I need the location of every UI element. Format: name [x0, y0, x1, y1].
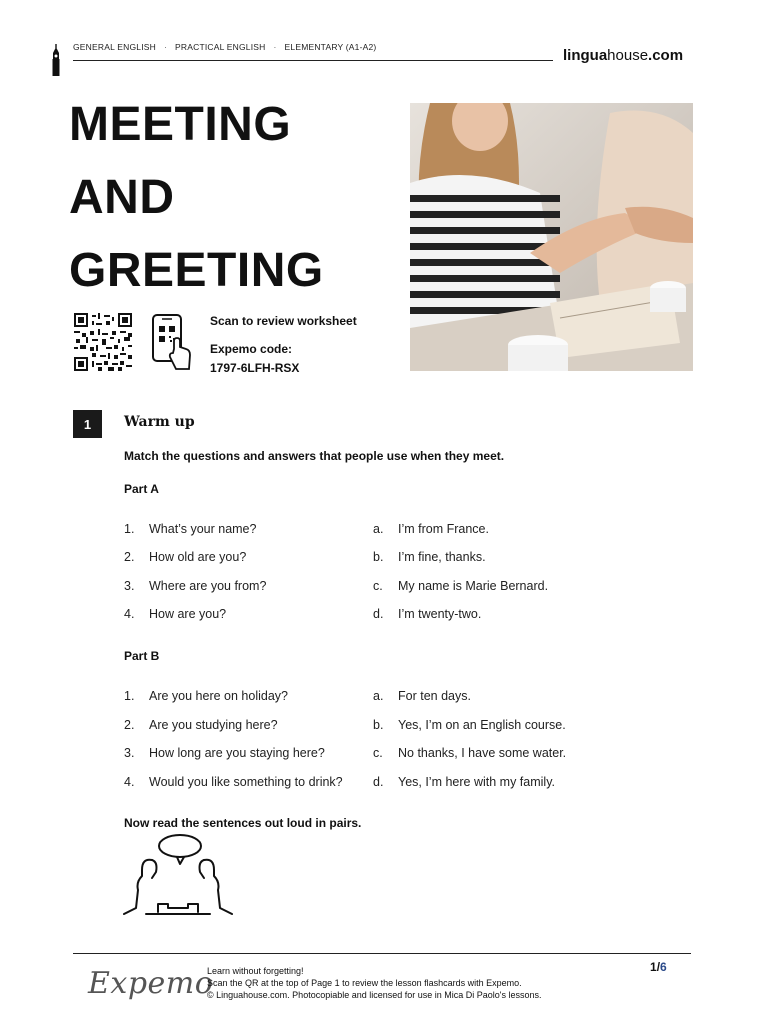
answer-text: I’m fine, thanks. — [398, 550, 486, 564]
handshake-photo — [410, 103, 693, 371]
list-item — [124, 579, 684, 599]
footer-tagline: Learn without forgetting! — [207, 966, 304, 976]
list-item — [124, 550, 684, 570]
expemo-logo[interactable]: Expemo — [88, 966, 214, 1001]
footer-scan-note: Scan the QR at the top of Page 1 to review the lesson flashcards with Expemo. — [207, 978, 522, 988]
title-line-3: GREETING — [69, 244, 324, 297]
answer-letter: a. — [373, 522, 384, 536]
answer-letter: b. — [373, 718, 384, 732]
question-number: 4. — [124, 607, 135, 621]
part-b-label: Part B — [124, 649, 160, 663]
page-title — [69, 88, 389, 307]
answer-text: Yes, I’m on an English course. — [398, 718, 566, 732]
footer-copyright: © Linguahouse.com. Photocopiable and licensed for use in Mica Di Paolo's lessons. — [207, 990, 542, 1000]
question-text: Would you like something to drink? — [149, 775, 343, 789]
breadcrumb-separator: · — [164, 42, 168, 52]
part-a-label: Part A — [124, 482, 159, 496]
question-text: Are you studying here? — [149, 718, 278, 732]
footer-text — [207, 965, 542, 1001]
breadcrumb-general-english[interactable]: GENERAL ENGLISH — [73, 42, 156, 52]
question-number: 1. — [124, 522, 135, 536]
breadcrumb-practical-english[interactable]: PRACTICAL ENGLISH — [175, 42, 266, 52]
brand-part-1: lingua — [563, 47, 608, 64]
section-title: Warm up — [124, 414, 195, 430]
answer-text: For ten days. — [398, 689, 471, 703]
answer-text: I’m twenty-two. — [398, 607, 482, 621]
question-text: Are you here on holiday? — [149, 689, 288, 703]
breadcrumb-separator: · — [273, 42, 277, 52]
speaking-instruction: Now read the sentences out loud in pairs. — [124, 816, 362, 830]
scan-info — [210, 312, 357, 379]
answer-text: I’m from France. — [398, 522, 489, 536]
expemo-code-label: Expemo code: — [210, 341, 293, 356]
question-number: 1. — [124, 689, 135, 703]
brand-part-2: house — [607, 47, 649, 64]
exercise-instruction: Match the questions and answers that people use when they meet. — [124, 449, 505, 463]
answer-letter: a. — [373, 689, 384, 703]
title-line-2: AND — [69, 171, 175, 224]
brand-part-3: .com — [648, 47, 684, 64]
answer-letter: d. — [373, 775, 384, 789]
section-number-badge: 1 — [73, 410, 102, 438]
question-number: 2. — [124, 718, 135, 732]
answer-letter: d. — [373, 607, 384, 621]
footer-divider — [73, 953, 691, 954]
big-ben-tower-icon — [50, 44, 62, 76]
page-number — [650, 960, 667, 974]
page-total: 6 — [660, 960, 667, 974]
page-current: 1 — [650, 960, 657, 974]
answer-text: No thanks, I have some water. — [398, 746, 567, 760]
breadcrumb-level[interactable]: ELEMENTARY (A1-A2) — [284, 42, 377, 52]
list-item — [124, 522, 684, 542]
answer-letter: c. — [373, 746, 383, 760]
question-text: How long are you staying here? — [149, 746, 325, 760]
answer-text: My name is Marie Bernard. — [398, 579, 549, 593]
question-text: What’s your name? — [149, 522, 257, 536]
page-separator: / — [656, 960, 661, 974]
question-number: 3. — [124, 579, 135, 593]
list-item — [124, 607, 684, 627]
question-text: Where are you from? — [149, 579, 267, 593]
answer-letter: c. — [373, 579, 383, 593]
qr-code[interactable] — [73, 313, 133, 371]
scan-label: Scan to review worksheet — [210, 314, 357, 328]
list-item — [124, 775, 684, 795]
linguahouse-logo[interactable] — [563, 47, 683, 64]
speaking-pair-icon — [122, 832, 234, 920]
list-item — [124, 718, 684, 738]
answer-letter: b. — [373, 550, 384, 564]
question-text: How are you? — [149, 607, 227, 621]
question-number: 2. — [124, 550, 135, 564]
question-text: How old are you? — [149, 550, 247, 564]
answer-text: Yes, I’m here with my family. — [398, 775, 555, 789]
question-number: 3. — [124, 746, 135, 760]
title-line-1: MEETING — [69, 98, 292, 151]
question-number: 4. — [124, 775, 135, 789]
expemo-code: 1797-6LFH-RSX — [210, 361, 300, 375]
list-item — [124, 689, 684, 709]
header-divider — [73, 60, 553, 61]
list-item — [124, 746, 684, 766]
breadcrumb — [73, 42, 376, 52]
phone-scan-icon — [150, 313, 192, 371]
